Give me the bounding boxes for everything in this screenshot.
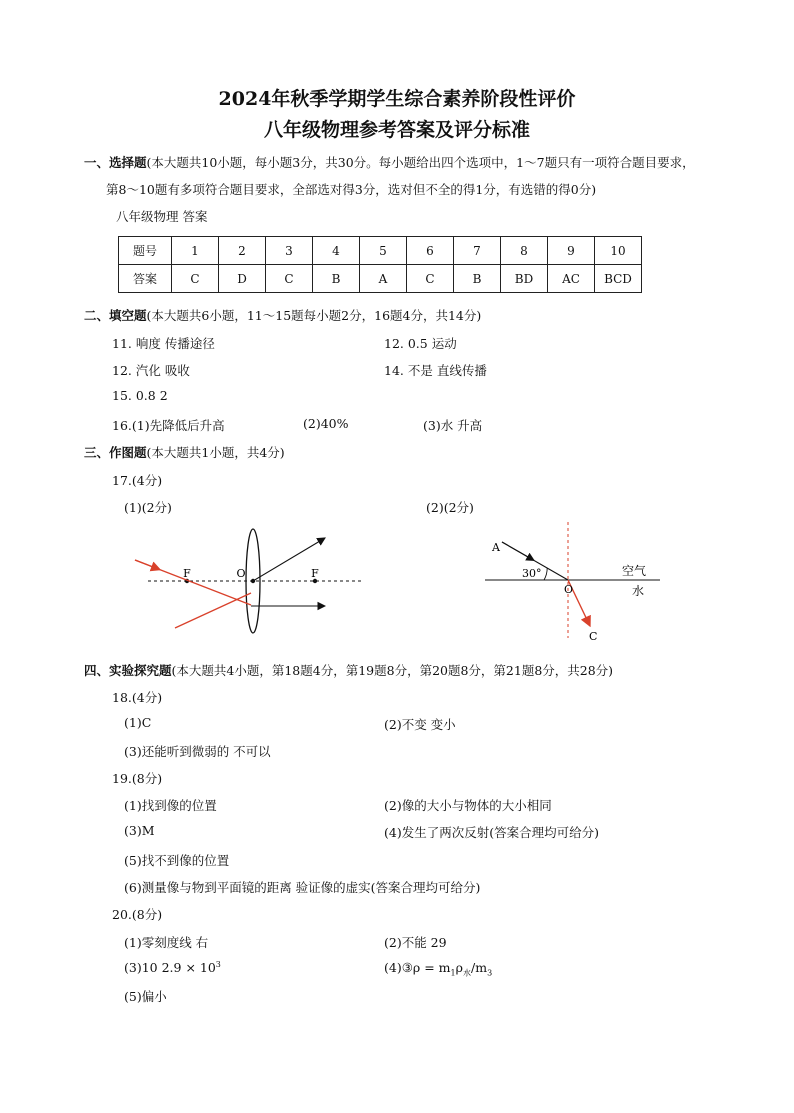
table-cell: AC <box>548 265 595 293</box>
label-A: A <box>492 541 500 554</box>
answer-table <box>118 236 642 293</box>
label-F-right: F <box>311 567 319 580</box>
table-cell: B <box>454 265 501 293</box>
answer-q13: 12. 汽化 吸收 <box>112 363 190 378</box>
section-3-label: 三、作图题 <box>84 445 147 460</box>
answer-q20-3-exponent: 3 <box>215 960 221 969</box>
table-cell: 7 <box>454 237 501 265</box>
answer-q19-3: (3)M <box>124 823 155 838</box>
table-row-numbers <box>119 237 642 265</box>
answer-q14: 14. 不是 直线传播 <box>384 363 487 378</box>
table-cell: BCD <box>595 265 642 293</box>
answer-q18-3: (3)还能听到微弱的 不可以 <box>124 744 271 759</box>
answer-q20-5: (5)偏小 <box>124 989 167 1004</box>
formula-part: (4)③ρ = m <box>384 960 451 975</box>
table-cell: 10 <box>595 237 642 265</box>
section-3-desc: (本大题共1小题，共4分) <box>146 445 285 460</box>
table-cell: 8 <box>501 237 548 265</box>
label-O: O <box>236 567 246 580</box>
formula-sub-water: 水 <box>463 968 471 978</box>
table-cell: 5 <box>360 237 407 265</box>
refraction-diagram <box>482 520 682 645</box>
table-cell: 4 <box>313 237 360 265</box>
label-air: 空气 <box>622 564 647 578</box>
section-4-desc: (本大题共4小题，第18题4分，第19题8分，第20题8分，第21题8分，共28分) <box>171 663 614 678</box>
label-C: C <box>589 630 598 643</box>
page-subtitle: 八年级物理参考答案及评分标准 <box>263 119 530 141</box>
section-2-label: 二、填空题 <box>84 308 147 323</box>
label-O-point: O <box>564 583 574 596</box>
table-cell: C <box>172 265 219 293</box>
section-1-desc: (本大题共10小题，每小题3分，共30分。每小题给出四个选项中，1～7题只有一项符合题目要求， <box>146 155 695 170</box>
q17-part1-label: (1)(2分) <box>124 500 172 515</box>
answer-q20-3 <box>124 960 221 975</box>
answer-q19-1: (1)找到像的位置 <box>124 798 217 813</box>
incident-ray-red-2 <box>175 593 251 628</box>
answer-q18-2: (2)不变 变小 <box>384 717 456 732</box>
table-header-number: 题号 <box>119 237 172 265</box>
section-3-heading <box>84 443 285 461</box>
answer-q18-1: (1)C <box>124 715 152 730</box>
answer-q19: 19.(8分) <box>112 771 163 786</box>
formula-end: /m <box>471 960 488 975</box>
table-cell: 3 <box>266 237 313 265</box>
section-1-label: 一、选择题 <box>84 155 147 170</box>
table-cell: D <box>219 265 266 293</box>
answer-q17: 17.(4分) <box>112 473 163 488</box>
answer-q20-1: (1)零刻度线 右 <box>124 935 209 950</box>
formula-sub-3: 3 <box>487 968 493 978</box>
answer-q19-4: (4)发生了两次反射(答案合理均可给分) <box>384 825 599 840</box>
answer-q19-5: (5)找不到像的位置 <box>124 853 230 868</box>
table-cell: B <box>313 265 360 293</box>
formula-sub-1: 1 <box>450 968 456 978</box>
table-cell: 2 <box>219 237 266 265</box>
answer-table-caption: 八年级物理 答案 <box>116 209 208 224</box>
table-row-answers <box>119 265 642 293</box>
table-cell: 1 <box>172 237 219 265</box>
table-cell: C <box>407 265 454 293</box>
q17-part2-label: (2)(2分) <box>426 500 474 515</box>
answer-q20: 20.(8分) <box>112 907 163 922</box>
table-cell: BD <box>501 265 548 293</box>
answer-q16-2: (2)40% <box>303 416 349 431</box>
angle-arc <box>544 568 547 580</box>
answer-q20-2: (2)不能 29 <box>384 935 447 950</box>
formula-rho: ρ <box>455 960 463 975</box>
page-title: 2024年秋季学期学生综合素养阶段性评价 <box>218 88 576 110</box>
table-cell: C <box>266 265 313 293</box>
answer-q12: 12. 0.5 运动 <box>384 336 457 351</box>
label-water: 水 <box>632 584 645 598</box>
section-1-heading <box>84 153 695 171</box>
incident-ray-red-1-arrow <box>135 560 160 570</box>
answer-q16-1: 16.(1)先降低后升高 <box>112 418 225 433</box>
section-2-desc: (本大题共6小题，11～15题每小题2分，16题4分，共14分) <box>146 308 482 323</box>
section-4-heading <box>84 661 613 679</box>
section-2-heading <box>84 306 481 324</box>
answer-q16-3: (3)水 升高 <box>423 418 483 433</box>
table-cell: 6 <box>407 237 454 265</box>
answer-q18: 18.(4分) <box>112 690 163 705</box>
table-cell: A <box>360 265 407 293</box>
answer-q19-2: (2)像的大小与物体的大小相同 <box>384 798 552 813</box>
answer-q11: 11. 响度 传播途径 <box>112 336 215 351</box>
answer-q20-3-text: (3)10 2.9 × 10 <box>124 960 216 976</box>
table-header-answer: 答案 <box>119 265 172 293</box>
section-4-label: 四、实验探究题 <box>84 663 172 678</box>
convex-lens-diagram <box>130 525 370 640</box>
answer-q20-4 <box>384 960 492 979</box>
table-cell: 9 <box>548 237 595 265</box>
label-F-left: F <box>183 567 191 580</box>
label-angle-30: 30° <box>522 567 542 580</box>
incident-ray-arrow <box>502 542 534 560</box>
section-1-desc-2: 第8～10题有多项符合题目要求，全部选对得3分，选对但不全的得1分，有选错的得0分) <box>106 182 597 197</box>
answer-q15: 15. 0.8 2 <box>112 388 168 403</box>
answer-q19-6: (6)测量像与物到平面镜的距离 验证像的虚实(答案合理均可给分) <box>124 880 481 895</box>
